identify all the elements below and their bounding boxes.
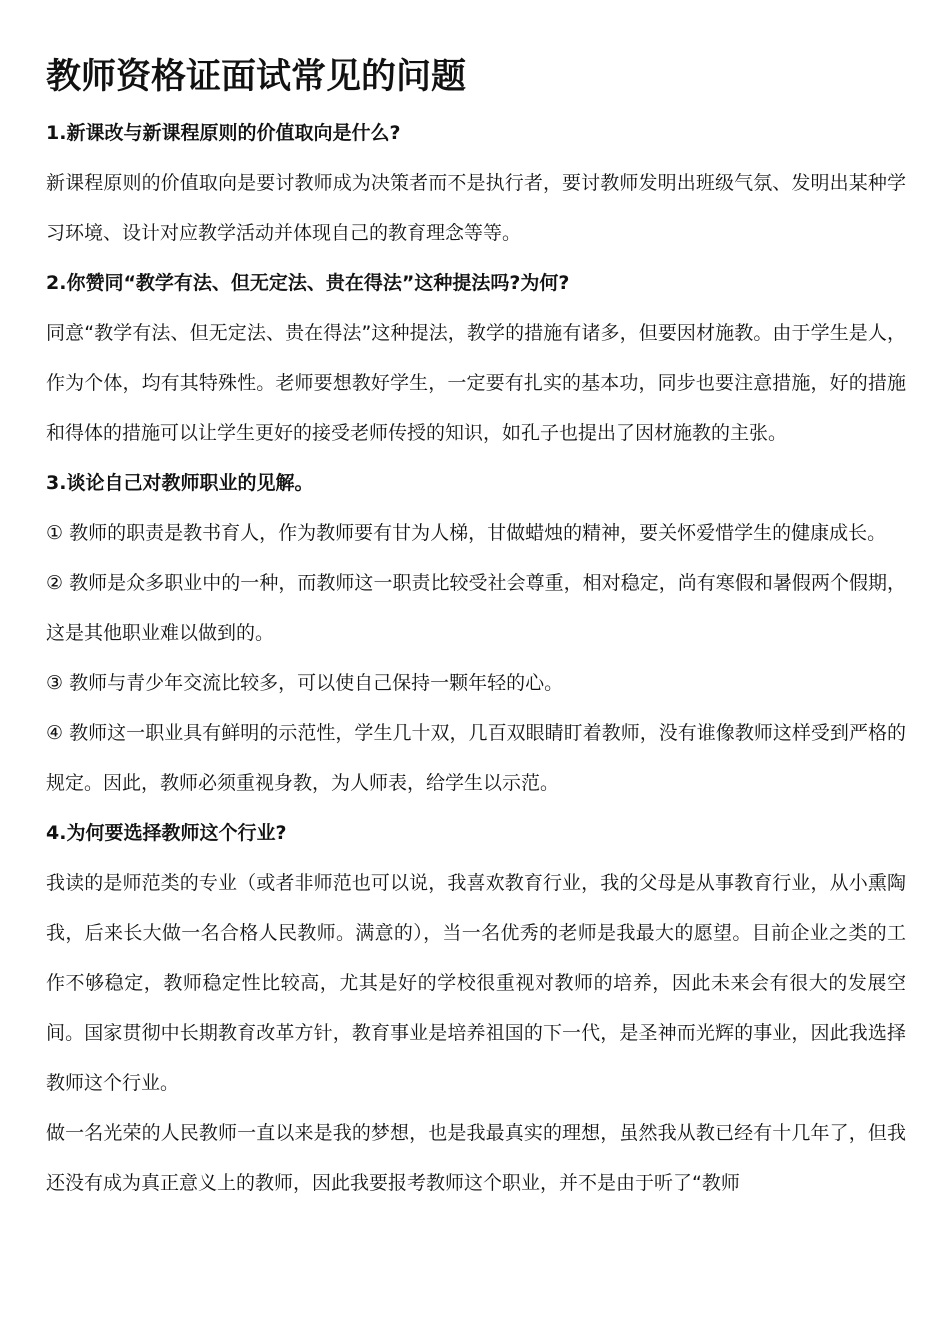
section-4 (46, 808, 906, 1208)
answer-paragraph: ④ 教师这一职业具有鲜明的示范性，学生几十双，几百双眼睛盯着教师，没有谁像教师这样受到严格的规定。因此，教师必须重视身教，为人师表，给学生以示范。 (46, 722, 906, 794)
answer-paragraph: 同意“教学有法、但无定法、贵在得法”这种提法，教学的措施有诸多，但要因材施教。由于学生是人，作为个体，均有其特殊性。老师要想教好学生，一定要有扎实的基本功，同步也要注意措施，好的措施和得体的措施可以让学生更好的接受老师传授的知识，如孔子也提出了因材施教的主张。 (46, 322, 906, 444)
page-title: 教师资格证面试常见的问题 (46, 57, 467, 97)
section-3 (46, 458, 906, 808)
document-page (46, 52, 906, 1208)
section-2 (46, 258, 906, 458)
question-heading: 3.谈论自己对教师职业的见解。 (46, 472, 314, 494)
answer-paragraph: 我读的是师范类的专业（或者非师范也可以说，我喜欢教育行业，我的父母是从事教育行业，从小熏陶我，后来长大做一名合格人民教师。满意的），当一名优秀的老师是我最大的愿望。目前企业之类的工作不够稳定，教师稳定性比较高，尤其是好的学校很重视对教师的培养，因此未来会有很大的发展空间。国家贯彻中长期教育改革方针，教育事业是培养祖国的下一代，是圣神而光辉的事业，因此我选择教师这个行业。 (46, 872, 906, 1094)
answer-paragraph: ② 教师是众多职业中的一种，而教师这一职责比较受社会尊重，相对稳定，尚有寒假和暑假两个假期，这是其他职业难以做到的。 (46, 572, 906, 644)
answer-paragraph: ① 教师的职责是教书育人，作为教师要有甘为人梯，甘做蜡烛的精神，要关怀爱惜学生的健康成长。 (46, 522, 887, 544)
answer-paragraph: 新课程原则的价值取向是要讨教师成为决策者而不是执行者，要讨教师发明出班级气氛、发明出某种学习环境、设计对应教学活动并体现自己的教育理念等等。 (46, 172, 906, 244)
answer-paragraph: 做一名光荣的人民教师一直以来是我的梦想，也是我最真实的理想，虽然我从教已经有十几年了，但我还没有成为真正意义上的教师，因此我要报考教师这个职业，并不是由于听了“教师 (46, 1122, 906, 1194)
question-heading: 1.新课改与新课程原则的价值取向是什么? (46, 122, 401, 144)
question-heading: 2.你赞同“教学有法、但无定法、贵在得法”这种提法吗?为何? (46, 272, 570, 294)
section-1 (46, 108, 906, 258)
answer-paragraph: ③ 教师与青少年交流比较多，可以使自己保持一颗年轻的心。 (46, 672, 564, 694)
question-heading: 4.为何要选择教师这个行业? (46, 822, 287, 844)
